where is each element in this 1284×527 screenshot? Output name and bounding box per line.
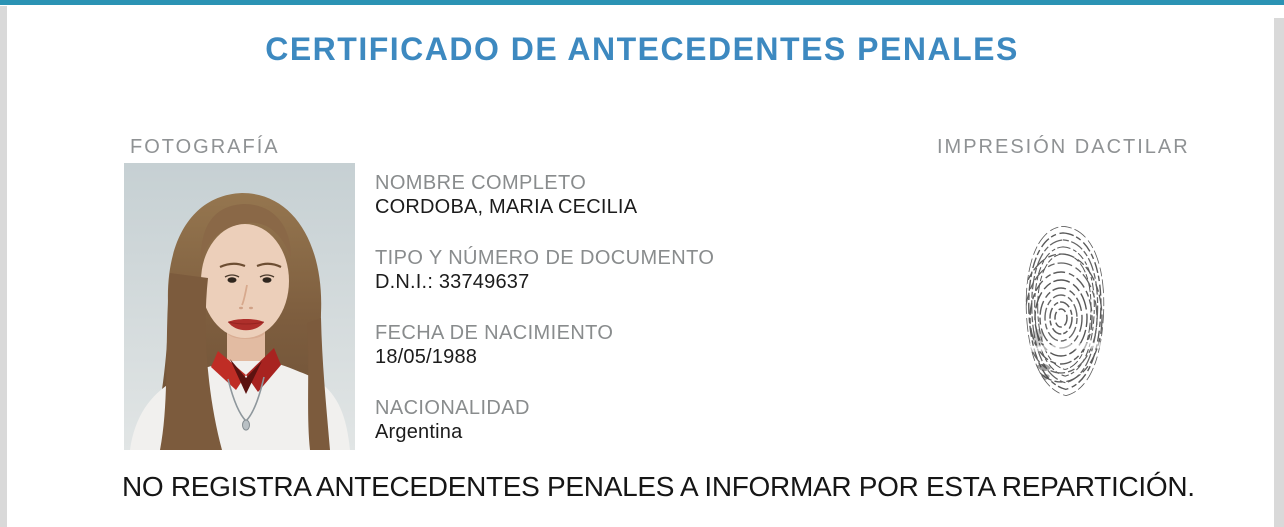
field-full-name xyxy=(375,172,815,219)
fingerprint-svg xyxy=(998,218,1128,408)
field-value: D.N.I.: 33749637 xyxy=(375,271,530,293)
fingerprint-section-label: IMPRESIÓN DACTILAR xyxy=(937,136,1190,158)
field-label: NACIONALIDAD xyxy=(375,397,530,419)
field-nationality xyxy=(375,397,815,444)
personal-data-fields xyxy=(375,172,815,472)
top-accent-bar xyxy=(0,0,1284,5)
portrait-photo-image xyxy=(124,163,355,450)
fingerprint-image xyxy=(998,218,1128,408)
page-title: CERTIFICADO DE ANTECEDENTES PENALES xyxy=(265,31,1019,67)
field-value: Argentina xyxy=(375,421,463,443)
field-value: 18/05/1988 xyxy=(375,346,478,368)
field-value: CORDOBA, MARIA CECILIA xyxy=(375,196,638,218)
right-margin-strip xyxy=(1274,18,1284,527)
field-document xyxy=(375,247,815,294)
no-record-statement: NO REGISTRA ANTECEDENTES PENALES A INFORMAR POR ESTA REPARTICIÓN. xyxy=(122,471,1195,502)
left-margin-strip xyxy=(0,6,7,527)
photo-section-label: FOTOGRAFÍA xyxy=(130,136,280,158)
field-birthdate xyxy=(375,322,815,369)
field-label: NOMBRE COMPLETO xyxy=(375,172,587,194)
portrait-photo xyxy=(124,163,355,450)
field-label: TIPO Y NÚMERO DE DOCUMENTO xyxy=(375,247,715,269)
field-label: FECHA DE NACIMIENTO xyxy=(375,322,614,344)
